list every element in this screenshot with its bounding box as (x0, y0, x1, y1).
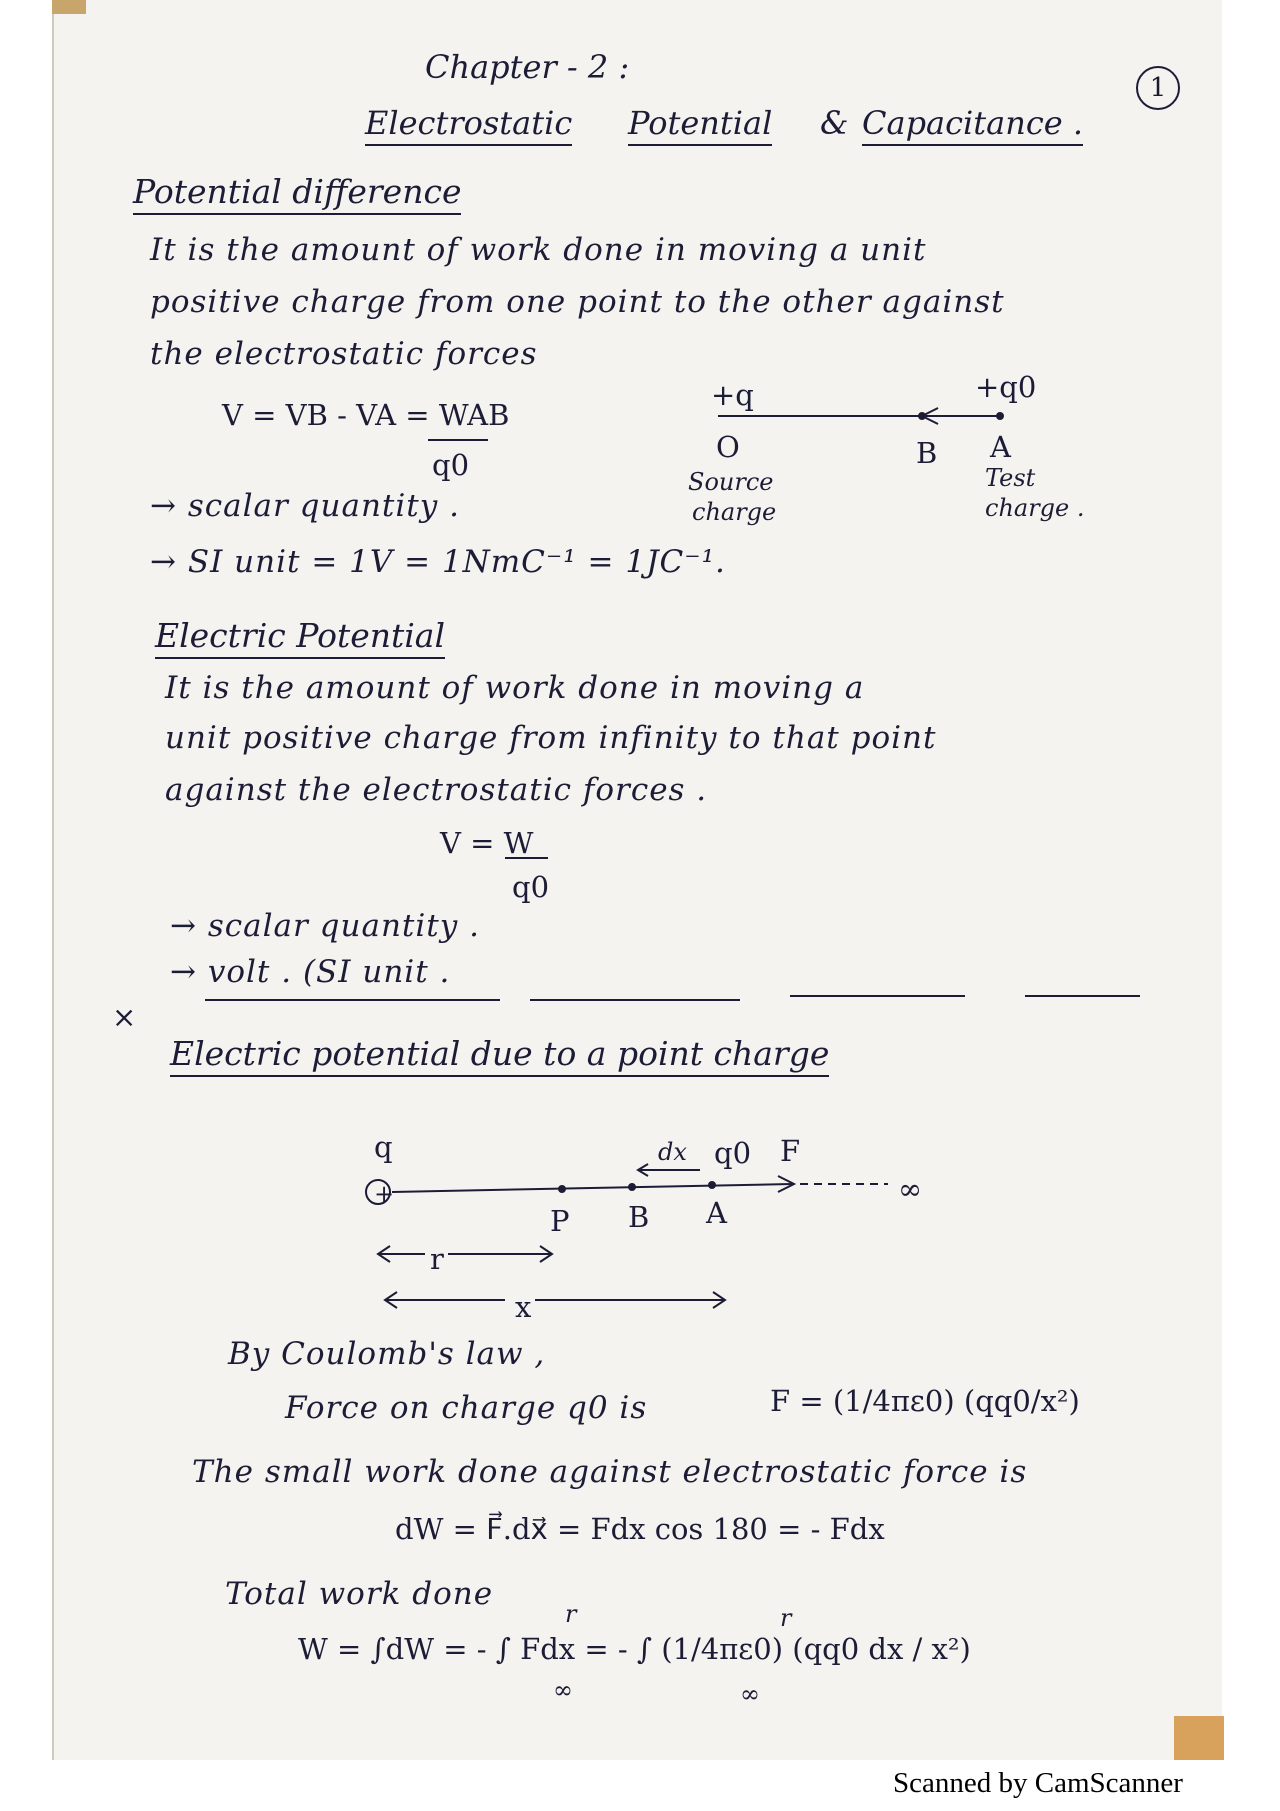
pd-bullet-scalar: → scalar quantity . (150, 488, 460, 524)
pc-line-force-on: Force on charge q0 is (285, 1390, 648, 1426)
pd-point-a: A (990, 430, 1011, 464)
ep-formula-numerator: V = W (440, 826, 534, 860)
pc-q0-label: q0 (714, 1136, 752, 1170)
pc-main-line (392, 1184, 792, 1192)
chapter-label: Chapter - 2 : (425, 48, 630, 86)
pd-bullet-si-unit: → SI unit = 1V = 1NmC⁻¹ = 1JC⁻¹. (150, 544, 726, 580)
chapter-title-ampersand: & (820, 104, 849, 142)
heading-electric-potential: Electric Potential (155, 616, 445, 659)
pd-formula-denominator: q0 (432, 448, 470, 482)
pc-point-b: B (628, 1200, 650, 1234)
pc-charge-label: q (374, 1130, 393, 1164)
pd-definition-line-2: positive charge from one point to the other against (150, 284, 1005, 320)
pc-x-label: x (515, 1290, 532, 1324)
pd-definition-line-3: the electrostatic forces (150, 336, 538, 372)
pc-dot-p (559, 1186, 565, 1192)
pc-r-label: r (430, 1242, 444, 1276)
chapter-title-potential: Potential (628, 104, 772, 146)
pd-test-label-1: Test (985, 464, 1036, 492)
chapter-title-electrostatic: Electrostatic (365, 104, 572, 146)
cross-mark: × (112, 1000, 137, 1034)
pc-line-integral: W = ∫dW = - ∫ Fdx = - ∫ (1/4πε0) (qq0 dx / x²) (298, 1632, 971, 1666)
pc-integral-lower-2: ∞ (740, 1680, 760, 1708)
ep-formula-denominator: q0 (512, 870, 550, 904)
chapter-title-capacitance: Capacitance . (862, 104, 1083, 146)
pc-coulomb-formula: F = (1/4πε0) (qq0/x²) (770, 1384, 1080, 1418)
pc-integral-upper-1: r (565, 1600, 577, 1628)
pd-source-label-1: Source (688, 468, 774, 496)
pd-point-a-dot (997, 413, 1003, 419)
ep-definition-line-1: It is the amount of work done in moving a (165, 670, 865, 706)
pd-formula-numerator: V = VB - VA = WAB (222, 398, 510, 432)
pc-point-a: A (706, 1196, 727, 1230)
ep-definition-line-2: unit positive charge from infinity to that point (165, 720, 937, 756)
pd-test-charge-symbol: +q0 (975, 370, 1037, 404)
pd-point-b: B (916, 436, 938, 470)
ep-bullet-scalar: → scalar quantity . (170, 908, 480, 944)
pc-charge-circle (366, 1180, 390, 1204)
pd-source-charge-symbol: +q (711, 378, 754, 412)
ep-definition-line-3: against the electrostatic forces . (165, 772, 708, 808)
pc-dot-b (629, 1184, 635, 1190)
pc-charge-symbol: + (374, 1180, 395, 1208)
pd-source-label-2: charge (692, 498, 777, 526)
pd-test-label-2: charge . (985, 494, 1085, 522)
ep-bullet-si-unit: → volt . (SI unit . (170, 954, 451, 990)
pc-integral-lower-1: ∞ (553, 1676, 573, 1704)
pc-dot-a (709, 1182, 715, 1188)
heading-potential-difference: Potential difference (133, 172, 461, 215)
pc-dx-label: dx (658, 1138, 687, 1166)
pc-line-small-work: The small work done against electrostatic force is (192, 1454, 1028, 1490)
heading-point-charge: Electric potential due to a point charge (170, 1034, 829, 1077)
pc-line-total-work: Total work done (225, 1576, 494, 1612)
pc-line-coulomb: By Coulomb's law , (228, 1336, 546, 1372)
pd-definition-line-1: It is the amount of work done in moving a unit (150, 232, 927, 268)
page-number: 1 (1136, 66, 1180, 110)
pc-integral-upper-2: r (780, 1604, 792, 1632)
pc-force-label: F (780, 1134, 801, 1168)
scanner-watermark: Scanned by CamScanner (893, 1767, 1183, 1799)
pc-line-dw: dW = F⃗.dx⃗ = Fdx cos 180 = - Fdx (395, 1512, 885, 1546)
pd-point-o: O (716, 430, 740, 464)
pc-infinity: ∞ (898, 1172, 923, 1206)
pc-point-p: P (550, 1204, 570, 1238)
